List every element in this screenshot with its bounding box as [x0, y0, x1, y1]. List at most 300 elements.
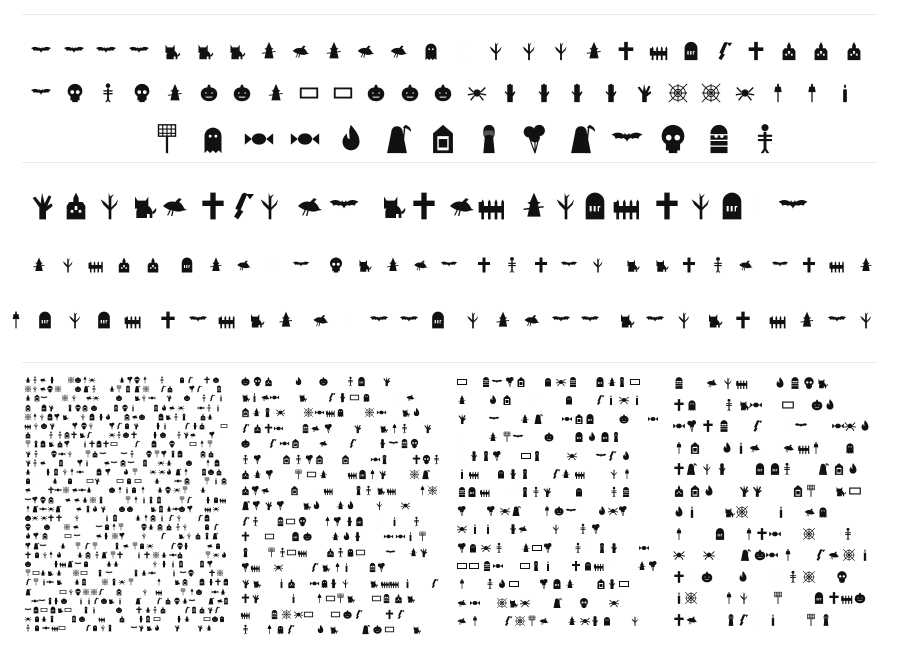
cross-icon: [532, 256, 550, 274]
sample-glyph: [64, 606, 72, 614]
sample-glyph: [542, 376, 554, 388]
sample-glyph: [519, 560, 531, 572]
sample-glyph: [766, 613, 780, 627]
text-glyph: [446, 180, 478, 222]
sample-glyph: [214, 542, 222, 550]
sample-glyph: [153, 624, 161, 632]
sample-glyph: [199, 450, 207, 458]
sample-glyph: [120, 450, 128, 458]
sample-glyph: [31, 477, 39, 485]
sample-glyph: [96, 376, 104, 384]
sample-glyph: [130, 431, 138, 439]
sample-glyph: [290, 531, 301, 542]
sample-glyph: [101, 578, 109, 586]
glyph-cell: [298, 74, 320, 104]
sample-glyph: [213, 606, 221, 614]
text-glyph: [311, 300, 331, 330]
sample-glyph: [134, 514, 142, 522]
sample-glyph: [578, 597, 590, 609]
sample-glyph: [78, 615, 86, 623]
sample-glyph: [131, 468, 139, 476]
sample-glyph: [85, 486, 93, 494]
sample-glyph: [32, 532, 40, 540]
reaper-icon: [564, 122, 598, 156]
sample-glyph: [42, 624, 50, 632]
bat-icon: [771, 256, 789, 274]
sample-glyph: [118, 615, 126, 623]
glyph-cell: [63, 32, 85, 62]
sample-glyph: [40, 394, 48, 402]
sample-glyph: [542, 560, 554, 572]
sample-glyph: [62, 486, 70, 494]
sample-glyph: [584, 542, 596, 554]
sample-glyph: [77, 597, 85, 605]
bat-icon: [328, 190, 360, 222]
sample-glyph: [51, 477, 59, 485]
tree-icon: [674, 310, 694, 330]
glyph-cell: [355, 32, 377, 62]
sample-glyph: [810, 398, 824, 412]
sample-glyph: [102, 440, 110, 448]
sample-glyph: [320, 562, 331, 573]
tree-icon: [463, 310, 483, 330]
text-glyph: [463, 300, 483, 330]
sample-glyph: [638, 542, 650, 554]
sample-glyph: [684, 591, 698, 605]
sample-glyph: [155, 597, 163, 605]
cross-icon: [158, 310, 178, 330]
sample-glyph: [273, 562, 284, 573]
sample-glyph: [541, 486, 553, 498]
sample-glyph: [700, 570, 714, 584]
sample-glyph: [204, 459, 212, 467]
hand-icon: [499, 82, 521, 104]
text-glyph: [65, 300, 85, 330]
sample-glyph: [620, 486, 632, 498]
glyph-cell: [485, 32, 507, 62]
rip-icon: [178, 256, 196, 274]
sample-glyph: [82, 385, 90, 393]
sample-glyph: [765, 548, 779, 562]
sample-glyph: [176, 551, 184, 559]
text-glyph: [59, 248, 77, 274]
sample-column-3: [456, 376, 660, 638]
cat-icon: [225, 40, 247, 62]
sample-glyph: [734, 441, 748, 455]
sample-glyph: [159, 532, 167, 540]
sample-glyph: [190, 606, 198, 614]
text-glyph: [35, 300, 55, 330]
sample-glyph: [411, 624, 422, 635]
tree-icon: [856, 310, 876, 330]
sample-glyph: [215, 468, 223, 476]
glyph-cell: [131, 74, 153, 104]
sample-glyph: [273, 423, 284, 434]
glyph-cell: [566, 74, 588, 104]
sample-glyph: [240, 609, 251, 620]
sample-glyph: [183, 422, 191, 430]
text-glyph: [674, 300, 694, 330]
bat-icon: [292, 256, 310, 274]
sample-glyph: [774, 505, 788, 519]
sample-glyph: [205, 404, 213, 412]
sample-glyph: [409, 438, 420, 449]
sample-glyph: [502, 615, 514, 627]
sample-glyph: [376, 407, 387, 418]
sample-glyph: [384, 609, 395, 620]
pumpkin-icon: [231, 82, 253, 104]
witch-icon: [323, 40, 345, 62]
sample-glyph: [383, 531, 394, 542]
bat-icon: [440, 256, 458, 274]
sample-glyph: [846, 462, 860, 476]
tree-icon: [550, 40, 572, 62]
sample-glyph: [264, 469, 275, 480]
sample-glyph: [166, 385, 174, 393]
sample-glyph: [702, 484, 716, 498]
sample-glyph: [310, 423, 321, 434]
sample-glyph: [158, 514, 166, 522]
glyph-cell: [288, 116, 322, 156]
sample-glyph: [311, 500, 322, 511]
sample-glyph: [206, 440, 214, 448]
sample-glyph: [713, 527, 727, 541]
sample-glyph: [429, 578, 440, 589]
sample-glyph: [395, 531, 406, 542]
sample-glyph: [140, 532, 148, 540]
text-glyph: [94, 180, 126, 222]
sample-glyph: [360, 624, 371, 635]
candle-icon: [834, 82, 856, 104]
sample-glyph: [384, 624, 395, 635]
sample-glyph: [491, 450, 503, 462]
sample-glyph: [112, 560, 120, 568]
sample-glyph: [54, 505, 62, 513]
text-glyph: [197, 180, 229, 222]
sample-glyph: [173, 624, 181, 632]
sample-glyph: [39, 496, 47, 504]
sample-glyph: [100, 551, 108, 559]
cat-icon: [376, 190, 408, 222]
sample-glyph: [74, 542, 82, 550]
sample-glyph: [116, 551, 124, 559]
glyph-cell: [734, 74, 756, 104]
sample-glyph: [379, 454, 390, 465]
sample-glyph: [177, 532, 185, 540]
sample-glyph: [159, 431, 167, 439]
sample-glyph: [251, 500, 262, 511]
sample-glyph: [213, 459, 221, 467]
sample-glyph: [205, 624, 213, 632]
mummy-icon: [702, 122, 736, 156]
glyph-cell: [258, 32, 280, 62]
sample-glyph: [75, 505, 83, 513]
sample-glyph: [275, 407, 286, 418]
sample-glyph: [749, 398, 763, 412]
sample-glyph: [44, 468, 52, 476]
sample-glyph: [275, 624, 286, 635]
sample-glyph: [194, 532, 202, 540]
text-glyph: [737, 248, 755, 274]
glyph-cell: [290, 32, 312, 62]
sample-glyph: [251, 407, 262, 418]
sample-glyph: [133, 376, 141, 384]
text-glyph: [294, 180, 326, 222]
sample-glyph: [286, 578, 297, 589]
text-glyph: [777, 180, 809, 222]
sample-glyph: [771, 570, 785, 584]
text-sample-large: [0, 180, 900, 222]
sample-glyph: [314, 593, 325, 604]
sample-glyph: [672, 548, 686, 562]
sample-glyph: [139, 486, 147, 494]
text-glyph: [158, 300, 178, 330]
sample-glyph: [631, 394, 643, 406]
sample-glyph: [328, 578, 339, 589]
sample-glyph: [119, 459, 127, 467]
sample-glyph: [555, 376, 567, 388]
glyph-cell: [365, 74, 387, 104]
glyph-cell: [713, 32, 735, 62]
sample-glyph: [722, 398, 736, 412]
sample-glyph: [123, 422, 131, 430]
witch-icon: [384, 256, 402, 274]
sample-glyph: [107, 597, 115, 605]
sample-glyph: [275, 500, 286, 511]
sample-glyph: [132, 569, 140, 577]
sample-glyph: [340, 454, 351, 465]
sample-glyph: [276, 578, 287, 589]
tree-icon: [254, 190, 286, 222]
candy-icon: [288, 122, 322, 156]
sample-glyph: [90, 404, 98, 412]
sample-glyph: [251, 578, 262, 589]
sample-glyph: [337, 392, 348, 403]
sample-glyph: [594, 394, 606, 406]
text-glyph: [94, 300, 114, 330]
sample-glyph: [47, 404, 55, 412]
sample-glyph: [88, 376, 96, 384]
sample-glyph: [134, 597, 142, 605]
cross-icon: [408, 190, 440, 222]
glyph-cell: [242, 116, 276, 156]
sample-glyph: [318, 469, 329, 480]
text-sample-medium-2: [0, 300, 900, 330]
sample-glyph: [67, 624, 75, 632]
sample-glyph: [151, 431, 159, 439]
sample-glyph: [82, 606, 90, 614]
sample-glyph: [183, 615, 191, 623]
sample-glyph: [306, 469, 317, 480]
glyph-cell: [332, 74, 354, 104]
sample-glyph: [780, 462, 794, 476]
sample-glyph: [672, 613, 686, 627]
sample-glyph: [179, 588, 187, 596]
sample-glyph: [468, 450, 480, 462]
tree-icon: [589, 256, 607, 274]
house-icon: [115, 256, 133, 274]
sign-icon: [298, 82, 320, 104]
sample-glyph: [96, 569, 104, 577]
sample-glyph: [736, 613, 750, 627]
sample-glyph: [211, 588, 219, 596]
sample-glyph: [608, 468, 620, 480]
text-glyph: [123, 300, 143, 330]
sample-glyph: [220, 551, 228, 559]
bat-icon: [95, 40, 117, 62]
rip-icon: [716, 190, 748, 222]
sample-glyph: [218, 615, 226, 623]
tree-icon: [685, 190, 717, 222]
sample-glyph: [715, 462, 729, 476]
sample-glyph: [378, 423, 389, 434]
sample-column-4: [672, 376, 876, 638]
sample-glyph: [647, 560, 659, 572]
sample-glyph: [804, 484, 818, 498]
sample-glyph: [405, 531, 416, 542]
glyph-cell: [810, 32, 832, 62]
sample-glyph: [574, 468, 586, 480]
sample-glyph: [335, 407, 346, 418]
witch-icon: [797, 310, 817, 330]
sample-glyph: [98, 615, 106, 623]
tree-icon: [94, 190, 126, 222]
sample-glyph: [149, 468, 157, 476]
sample-glyph: [722, 591, 736, 605]
sample-glyph: [55, 551, 63, 559]
sample-glyph: [570, 560, 582, 572]
sample-glyph: [155, 578, 163, 586]
sample-glyph: [93, 477, 101, 485]
sample-glyph: [66, 477, 74, 485]
glyph-cell: [150, 116, 184, 156]
sample-glyph: [82, 560, 90, 568]
sample-glyph: [83, 542, 91, 550]
sample-glyph: [197, 404, 205, 412]
sample-glyph: [164, 413, 172, 421]
sample-glyph: [99, 450, 107, 458]
sample-glyph: [468, 560, 480, 572]
sample-glyph: [121, 404, 129, 412]
text-glyph: [6, 300, 26, 330]
sample-glyph: [567, 376, 579, 388]
sample-glyph: [181, 578, 189, 586]
sample-glyph: [175, 615, 183, 623]
sample-glyph: [541, 505, 553, 517]
sample-glyph: [543, 431, 555, 443]
sample-glyph: [24, 615, 32, 623]
sample-glyph: [376, 516, 387, 527]
sample-glyph: [466, 486, 478, 498]
sample-glyph: [786, 570, 800, 584]
sample-glyph: [208, 394, 216, 402]
text-glyph: [60, 180, 92, 222]
text-glyph: [704, 300, 724, 330]
sample-glyph: [185, 496, 193, 504]
witch-icon: [207, 256, 225, 274]
sample-glyph: [735, 505, 749, 519]
sample-glyph: [702, 548, 716, 562]
text-glyph: [264, 248, 282, 274]
sample-glyph: [563, 394, 575, 406]
sample-glyph: [488, 413, 500, 425]
cat-icon: [623, 256, 641, 274]
text-glyph: [340, 300, 360, 330]
sample-glyph: [117, 523, 125, 531]
sample-glyph: [684, 462, 698, 476]
sample-glyph: [281, 454, 292, 465]
sample-glyph: [207, 468, 215, 476]
sample-glyph: [843, 441, 857, 455]
sample-glyph: [263, 376, 274, 387]
sample-glyph: [517, 523, 529, 535]
cat-icon: [246, 310, 266, 330]
sample-glyph: [170, 569, 178, 577]
sample-glyph: [138, 542, 146, 550]
sample-glyph: [252, 469, 263, 480]
text-glyph: [503, 248, 521, 274]
sample-glyph: [685, 505, 699, 519]
sample-glyph: [356, 376, 367, 387]
sample-glyph: [147, 496, 155, 504]
sample-glyph: [315, 624, 326, 635]
bat-icon: [369, 310, 389, 330]
sample-glyph: [297, 547, 308, 558]
sample-glyph: [160, 560, 168, 568]
sample-glyph: [168, 404, 176, 412]
fence-icon: [648, 40, 670, 62]
sample-glyph: [381, 593, 392, 604]
sample-glyph: [46, 569, 54, 577]
sample-glyph: [720, 441, 734, 455]
sample-glyph: [32, 450, 40, 458]
witch-icon: [276, 310, 296, 330]
sample-glyph: [409, 469, 420, 480]
sample-glyph: [647, 413, 659, 425]
sample-glyph: [82, 588, 90, 596]
glyph-cell: [472, 116, 506, 156]
net-icon: [150, 122, 184, 156]
sample-glyph: [341, 562, 352, 573]
glyph-cell: [432, 74, 454, 104]
sample-glyph: [81, 496, 89, 504]
glyph-cell: [399, 74, 421, 104]
sample-glyph: [672, 376, 686, 390]
sample-glyph: [386, 485, 397, 496]
sample-glyph: [347, 469, 358, 480]
sample-glyph: [491, 376, 503, 388]
sample-glyph: [240, 578, 251, 589]
sample-glyph: [842, 548, 856, 562]
sample-glyph: [688, 441, 702, 455]
sample-glyph: [24, 569, 32, 577]
sample-glyph: [340, 578, 351, 589]
sample-glyph: [250, 516, 261, 527]
cross-icon: [745, 40, 767, 62]
crow-icon: [294, 190, 326, 222]
witch-icon: [493, 310, 513, 330]
sample-glyph: [140, 569, 148, 577]
sample-glyph: [240, 423, 251, 434]
sample-glyph: [111, 514, 119, 522]
sample-glyph: [66, 450, 74, 458]
bat-icon: [30, 40, 52, 62]
sample-glyph: [212, 523, 220, 531]
sample-glyph: [279, 438, 290, 449]
sample-glyph: [456, 450, 468, 462]
sample-glyph: [353, 609, 364, 620]
sample-glyph: [618, 394, 630, 406]
